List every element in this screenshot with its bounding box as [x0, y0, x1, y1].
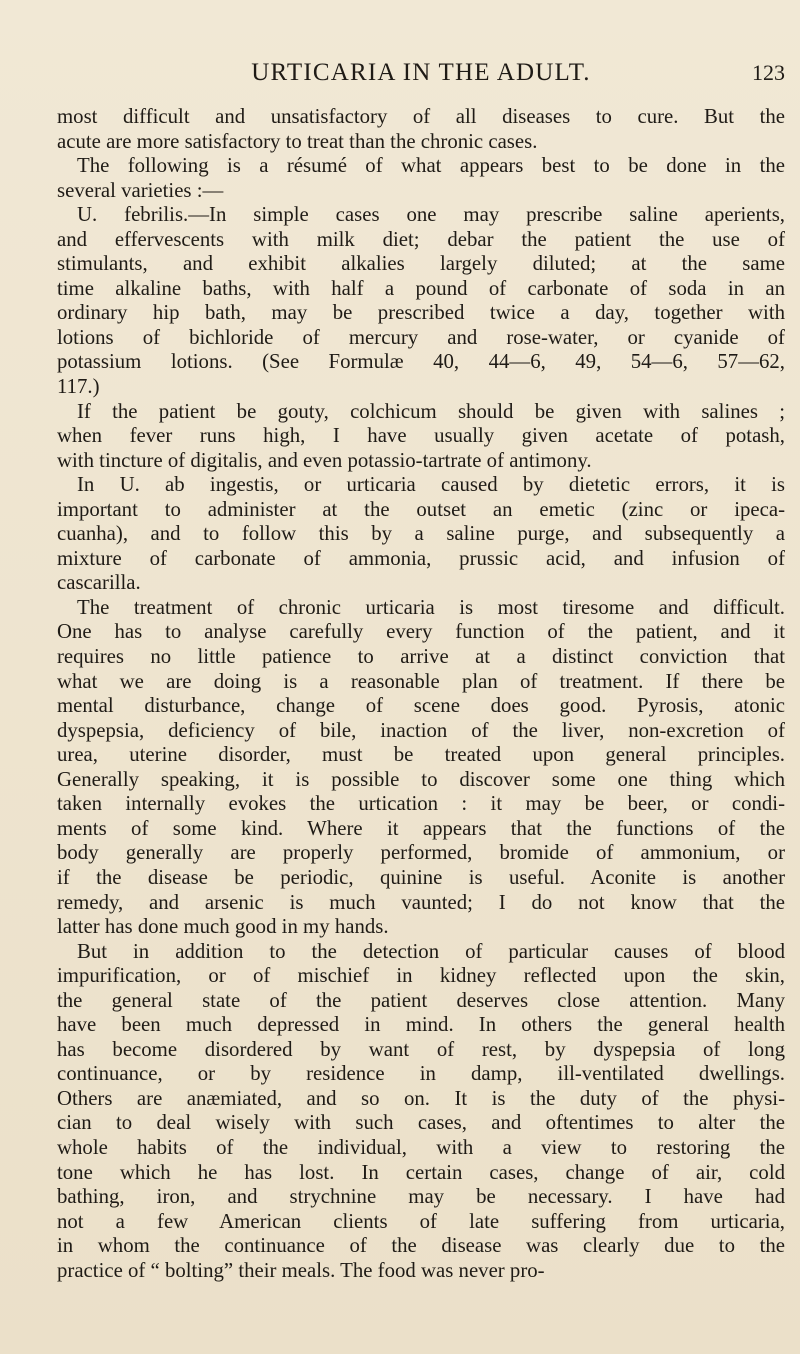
text-line: have been much depressed in mind. In others the general health	[57, 1013, 785, 1037]
text-line: The treatment of chronic urticaria is most tiresome and difficult.	[77, 595, 785, 619]
text-line: cascarilla.	[57, 571, 141, 595]
text-line: several varieties :—	[57, 178, 224, 202]
text-line: time alkaline baths, with half a pound of carbonate of soda in an	[57, 276, 785, 300]
text-line: remedy, and arsenic is much vaunted; I do not know that the	[57, 890, 785, 914]
text-line: U. febrilis.—In simple cases one may prescribe saline aperients,	[77, 203, 785, 227]
text-line: dyspepsia, deficiency of bile, inaction of the liver, non-excretion of	[57, 718, 785, 742]
text-line: Others are anæmiated, and so on. It is the duty of the physi-	[57, 1086, 785, 1110]
text-line: bathing, iron, and strychnine may be necessary. I have had	[57, 1185, 785, 1209]
text-line: whole habits of the individual, with a view to restoring the	[57, 1135, 785, 1159]
text-line: important to administer at the outset an emetic (zinc or ipeca-	[57, 497, 785, 521]
text-line: not a few American clients of late suffering from urticaria,	[57, 1209, 785, 1233]
text-line: body generally are properly performed, bromide of ammonium, or	[57, 841, 785, 865]
page-number: 123	[752, 60, 785, 85]
text-line: when fever runs high, I have usually given acetate of potash,	[57, 424, 785, 448]
text-line: and effervescents with milk diet; debar the patient the use of	[57, 227, 785, 251]
text-line: urea, uterine disorder, must be treated upon general principles.	[57, 743, 785, 767]
text-line: what we are doing is a reasonable plan of treatment. If there be	[57, 669, 785, 693]
text-line: The following is a résumé of what appears best to be done in the	[77, 154, 785, 178]
text-line: taken internally evokes the urtication : it may be beer, or condi-	[57, 792, 785, 816]
text-line: mixture of carbonate of ammonia, prussic acid, and infusion of	[57, 546, 785, 570]
text-line: tone which he has lost. In certain cases, change of air, cold	[57, 1160, 785, 1184]
running-head: URTICARIA IN THE ADULT.	[251, 59, 591, 86]
text-line: with tincture of digitalis, and even potassio-tartrate of antimony.	[57, 448, 592, 472]
text-line: the general state of the patient deserves close attention. Many	[57, 988, 785, 1012]
text-line: if the disease be periodic, quinine is useful. Aconite is another	[57, 865, 785, 889]
text-line: mental disturbance, change of scene does good. Pyrosis, atonic	[57, 694, 785, 718]
text-line: But in addition to the detection of particular causes of blood	[77, 939, 785, 963]
text-line: stimulants, and exhibit alkalies largely diluted; at the same	[57, 252, 785, 276]
text-line: potassium lotions. (See Formulæ 40, 44—6, 49, 54—6, 57—62,	[57, 350, 785, 374]
text-line: 117.)	[57, 375, 100, 399]
text-line: One has to analyse carefully every function of the patient, and it	[57, 620, 785, 644]
text-line: ments of some kind. Where it appears that the functions of the	[57, 816, 785, 840]
page-header	[57, 58, 785, 88]
text-line: continuance, or by residence in damp, ill-ventilated dwellings.	[57, 1062, 785, 1086]
text-line: most difficult and unsatisfactory of all diseases to cure. But the	[57, 105, 785, 128]
body-text	[57, 105, 785, 1283]
text-line: has become disordered by want of rest, by dyspepsia of long	[57, 1037, 785, 1061]
text-line: If the patient be gouty, colchicum should be given with salines ;	[77, 399, 785, 423]
text-line: latter has done much good in my hands.	[57, 915, 389, 939]
text-line: cuanha), and to follow this by a saline purge, and subsequently a	[57, 522, 785, 546]
text-line: practice of “ bolting” their meals. The food was never pro-	[57, 1258, 545, 1282]
text-line: lotions of bichloride of mercury and rose-water, or cyanide of	[57, 325, 785, 349]
text-line: ordinary hip bath, may be prescribed twice a day, together with	[57, 301, 785, 325]
text-line: Generally speaking, it is possible to discover some one thing which	[57, 767, 785, 791]
text-line: In U. ab ingestis, or urticaria caused by dietetic errors, it is	[77, 473, 785, 497]
text-line: in whom the continuance of the disease was clearly due to the	[57, 1234, 785, 1258]
text-line: acute are more satisfactory to treat than the chronic cases.	[57, 129, 538, 153]
text-line: cian to deal wisely with such cases, and oftentimes to alter the	[57, 1111, 785, 1135]
text-line: impurification, or of mischief in kidney reflected upon the skin,	[57, 964, 785, 988]
text-line: requires no little patience to arrive at a distinct conviction that	[57, 645, 785, 669]
